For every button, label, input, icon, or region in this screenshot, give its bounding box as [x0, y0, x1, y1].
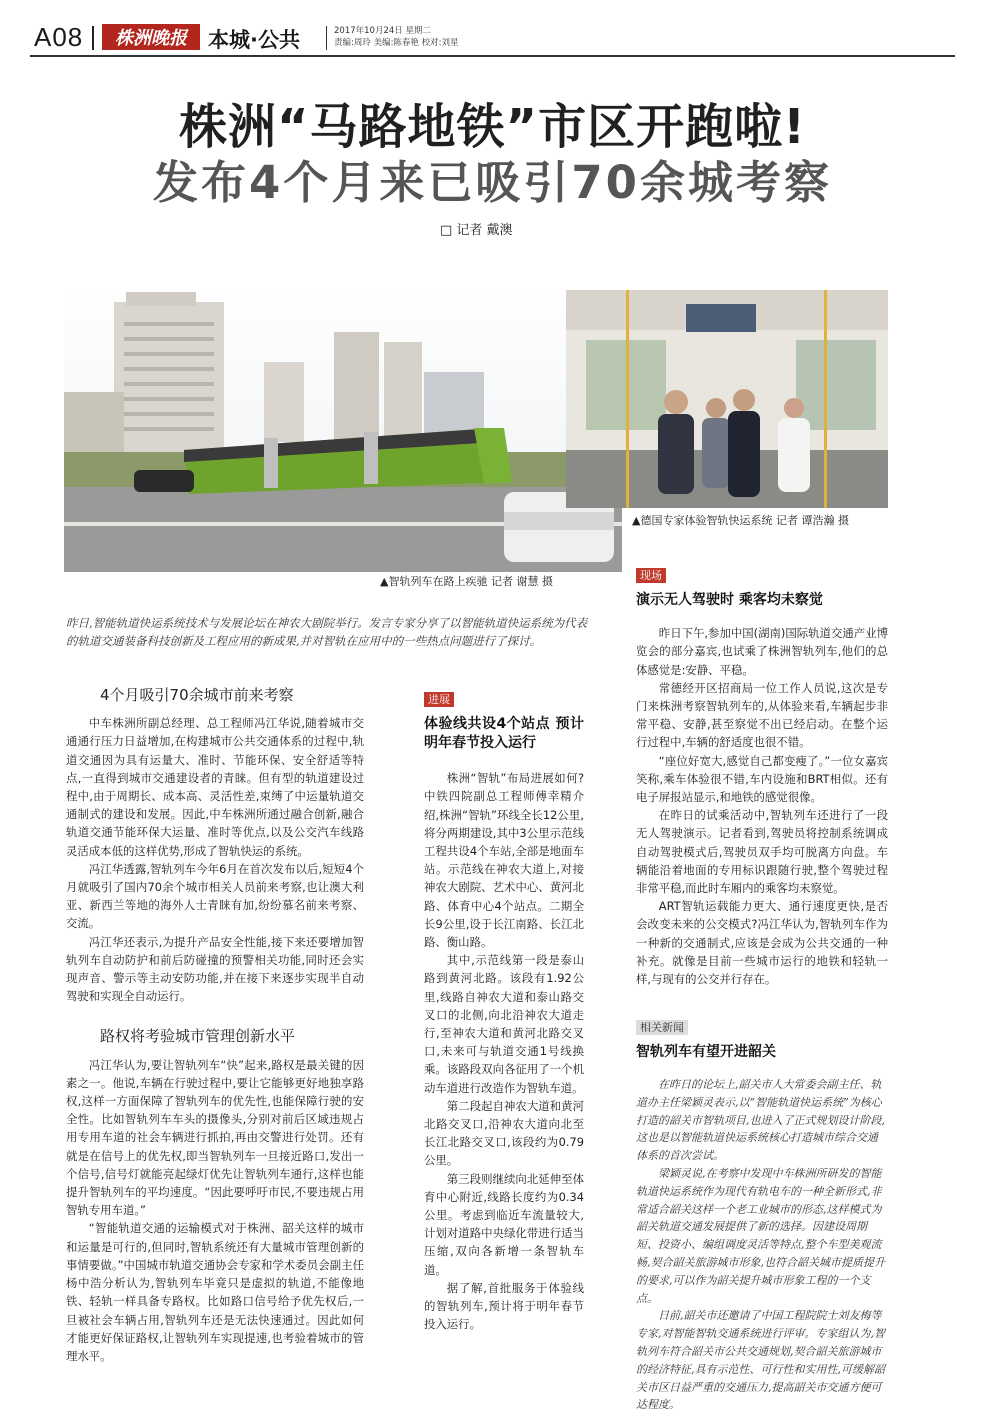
header-divider — [92, 26, 94, 50]
related-para: 梁颖灵说,在考察中发现中车株洲所研发的智能轨道快运系统作为现代有轨电车的一种全新形式,非常适合韶关这样一个老工业城市的形态,这样模式为韶关轨道交通发展提供了新的选择。因建设周期短、投资小、编组调度灵活等特点,整个车型美观流畅,契合韶关旅游城市形象,也符合韶关城市提质提升的要求,可以作为韶关提升城市形象工程的一个支点。 — [636, 1166, 885, 1305]
headline-subtitle: 发布4个月来已吸引70余城考察 — [153, 156, 832, 209]
related-heading: 智轨列车有望开进韶关 — [636, 1044, 776, 1060]
column-1 — [66, 686, 364, 1365]
headline-title: 株洲“马路地铁”市区开跑啦! — [179, 99, 806, 155]
col1-para: 冯江华还表示,为提升产品安全性能,接下来还要增加智轨列车自动防护和前后防碰撞的预警相关功能,同时还会实现声音、警示等主动安防功能,并在接下来逐步实现半自动驾驶和实现全自动运行。 — [66, 934, 364, 1004]
col2-para: 第二段起自神农大道和黄河北路交叉口,沿神农大道向北至长江北路交叉口,该段约为0.79公里。 — [424, 1098, 584, 1168]
page-number: A08 — [34, 22, 84, 52]
col3-para: ART智轨运载能力更大、通行速度更快,是否会改变未来的公交模式?冯江华认为,智轨列车作为一种新的交通制式,应该是会成为公共交通的一种补充。就像是目前一些城市运行的地铁和轻轨一样,与现有的公交并行存在。 — [636, 899, 888, 987]
column-2 — [424, 690, 584, 1334]
tram-interior-photo — [566, 290, 888, 508]
col3-para: 在昨日的试乘活动中,智轨列车还进行了一段无人驾驶演示。记者看到,驾驶员将控制系统调成自动驾驶模式后,驾驶员双手均可脱离方向盘。车辆能沿着地面的专用标识跟随行驶,整个驾驶过程非常平稳,而此时车厢内的乘客均未察觉。 — [636, 808, 888, 896]
col1-para: 冯江华认为,要让智轨列车“快”起来,路权是最关键的因素之一。他说,车辆在行驶过程中,要让它能够更好地独享路权,这样一方面保障了智轨列车的优先性,也能保障行驶的安全性。比如智轨列车车头的摄像头,分别对前后区域违规占用专用车道的社会车辆进行抓拍,再由交警进行处罚。还有就是在信号上的优先权,即当智轨列车一旦接近路口,发出一个信号,信号灯就能亮起绿灯优先让智轨列车通行,这样也能提升智轨列车的平均速度。“因此要呼吁市民,不要违规占用智轨专用车道。” — [66, 1057, 364, 1218]
paper-logo: 株洲晚报 — [102, 24, 200, 50]
col1-heading-1: 4个月吸引70余城市前来考察 — [100, 686, 294, 704]
col2-kicker: 进展 — [424, 692, 454, 707]
col1-para: 中车株洲所副总经理、总工程师冯江华说,随着城市交通通行压力日益增加,在构建城市公共交通体系的过程中,轨道交通因为具有运量大、准时、节能环保、安全舒适等特点,一直得到城市交通建设者的青睐。但有型的轨道建设过程中,由于周期长、成本高、灵活性差,束缚了中运量轨道交通制式的建设和发展。因此,中车株洲所通过融合创新,融合轨道交通节能环保大运量、准时等优点,以及公交汽车线路灵活成本低的这样优势,形成了智轨快运的系统。 — [66, 716, 364, 858]
right-photo-caption: ▲德国专家体验智轨快运系统 记者 谭浩瀚 摄 — [632, 514, 849, 527]
col1-para: “智能轨道交通的运输模式对于株洲、韶关这样的城市和运量是可行的,但同时,智轨系统还有大量城市管理创新的事情要做。”中国城市轨道交通协会专家和学术委员会副主任杨中浩分析认为,智轨列车毕竟只是虚拟的轨道,不能像地铁、轻轨一样具备专路权。比如路口信号给予优先权后,一旦被社会车辆占用,智轨列车还是无法快速通过。因此如何才能更好保证路权,让智轨列车实现提速,也考验着城市的管理水平。 — [66, 1221, 364, 1363]
related-para: 日前,韶关市还邀请了中国工程院院士刘友梅等专家,对智能智轨交通系统进行评审。专家组认为,智轨列车符合韶关市公共交通规划,契合韶关旅游城市的经济特征,具有示范性、可行性和实用性,可缓解韶关市区日益严重的交通压力,提高韶关市交通方便可达程度。 — [636, 1309, 885, 1412]
col2-para: 第三段则继续向北延伸至体育中心附近,线路长度约为0.34公里。考虑到临近车流量较大,计划对道路中央绿化带进行适当压缩,双向各新增一条智轨车道。 — [424, 1171, 584, 1277]
issue-editors: 责编:周玲 美编:陈春艳 校对:刘星 — [334, 38, 459, 48]
related-para: 在昨日的论坛上,韶关市人大常委会副主任、轨道办主任梁颖灵表示,以“智能轨道快运系统”为核心打造的韶关市智轨项目,也进入了正式规划设计阶段,这也是以智能轨道快运系统核心打造城市综合交通体系的首次尝试。 — [636, 1078, 885, 1163]
col2-heading: 体验线共设4个站点 预计明年春节投入运行 — [424, 716, 584, 752]
column-3 — [636, 566, 888, 988]
col1-para: 冯江华透露,智轨列车今年6月在首次发布以后,短短4个月就吸引了国内70余个城市相关人员前来考察,也让澳大利亚、新西兰等地的海外人士青睐有加,纷纷慕名前来考察、交流。 — [66, 861, 364, 931]
issue-meta — [334, 25, 459, 49]
tram-interior-illustration — [566, 290, 888, 508]
col2-para: 据了解,首批服务于体验线的智轨列车,预计将于明年春节投入运行。 — [424, 1280, 584, 1332]
section-title: 本城·公共 — [208, 28, 300, 52]
tram-street-illustration — [64, 282, 622, 572]
col2-para: 株洲“智轨”布局进展如何?中铁四院副总工程师傅幸精介绍,株洲“智轨”环线全长12公里,将分两期建设,其中3公里示范线工程共设4个车站,全部是地面车站。示范线在神农大道上,对接神农大剧院、艺术中心、黄河北路、体育中心4个站点。二期全长9公里,设于长江南路、长江北路、衡山路。 — [424, 771, 584, 950]
lead-paragraph: 昨日,智能轨道快运系统技术与发展论坛在神农大剧院举行。发言专家分享了以智能轨道快运系统为代表的轨道交通装备科技创新及工程应用的新成果,并对智轨在应用中的一些热点问题进行了探讨。 — [66, 616, 588, 648]
col3-para: 昨日下午,参加中国(湖南)国际轨道交通产业博览会的部分嘉宾,也试乘了株洲智轨列车,他们的总体感觉是:安静、平稳。 — [636, 626, 888, 677]
col3-para: “座位好宽大,感觉自己都变瘦了。”一位女嘉宾笑称,乘车体验很不错,车内设施和BRT相似。还有电子屏报站显示,和地铁的感觉很像。 — [636, 753, 888, 805]
related-kicker: 相关新闻 — [636, 1020, 688, 1035]
related-body — [636, 1076, 888, 1414]
tram-street-photo — [64, 282, 622, 572]
header-divider-2 — [326, 26, 327, 50]
col3-kicker: 现场 — [636, 568, 666, 583]
left-photo-caption: ▲智轨列车在路上疾驰 记者 谢慧 摄 — [380, 575, 553, 588]
issue-date: 2017年10月24日 星期二 — [334, 26, 431, 36]
byline: □ 记者 戴澳 — [440, 223, 513, 238]
header-rule — [30, 55, 955, 57]
related-news — [636, 1016, 888, 1414]
col1-heading-2: 路权将考验城市管理创新水平 — [100, 1027, 296, 1046]
col3-para: 常德经开区招商局一位工作人员说,这次是专门来株洲考察智轨列车的,从体验来看,车辆起步非常平稳、安静,甚至察觉不出已经启动。在整个运行过程中,车辆的舒适度也很不错。 — [636, 680, 888, 750]
col2-para: 其中,示范线第一段是泰山路到黄河北路。该段有1.92公里,线路自神农大道和泰山路交叉口的北侧,向北沿神农大道走行,至神农大道和黄河北路交叉口,未来可与轨道交通1号线换乘。该路段双向各征用了一个机动车道进行改造作为智轨车道。 — [424, 953, 584, 1095]
col3-heading: 演示无人驾驶时 乘客均未察觉 — [636, 592, 823, 609]
